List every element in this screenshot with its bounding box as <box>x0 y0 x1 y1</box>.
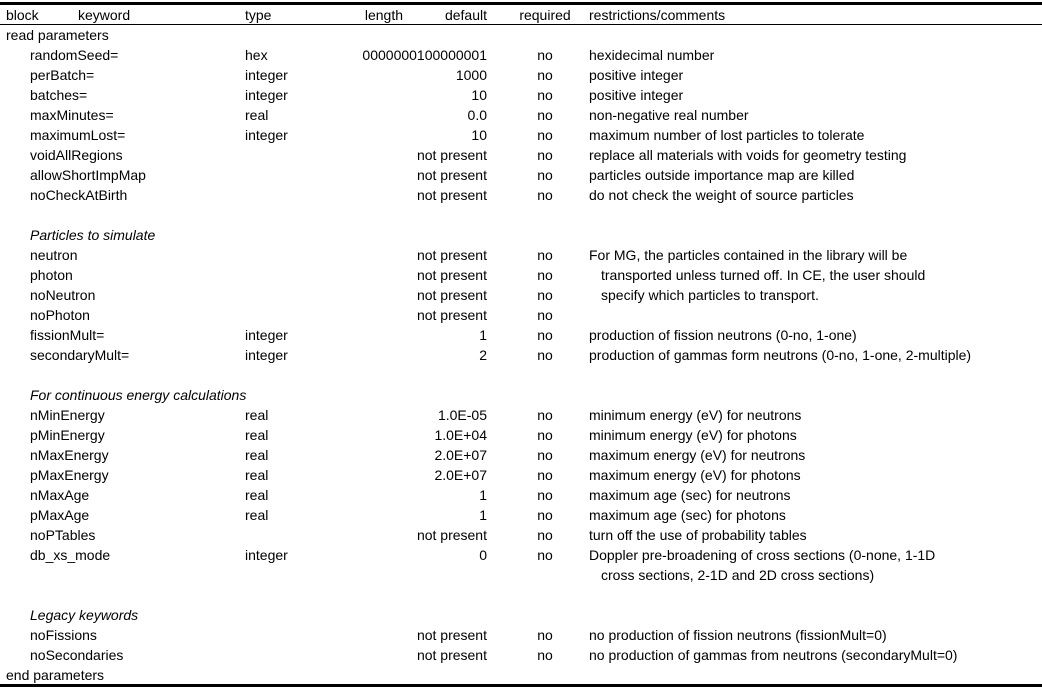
table-row <box>0 85 1042 105</box>
comment-cell: maximum energy (eV) for photons <box>589 467 801 483</box>
required-cell: no <box>537 267 553 283</box>
table-row <box>0 285 1042 305</box>
keyword-cell: noCheckAtBirth <box>30 187 128 203</box>
comment-cell: positive integer <box>589 87 684 103</box>
comment-continuation: cross sections, 2-1D and 2D cross sections) <box>601 567 875 583</box>
keyword-cell: noSecondaries <box>30 647 124 663</box>
keyword-cell: perBatch= <box>30 67 95 83</box>
keyword-cell: nMaxEnergy <box>30 447 109 463</box>
required-cell: no <box>537 147 553 163</box>
header-length: length <box>364 7 403 23</box>
table-row <box>0 445 1042 465</box>
comment-cell: production of fission neutrons (0-no, 1-one) <box>589 327 857 343</box>
comment-cell: no production of fission neutrons (fissionMult=0) <box>589 627 887 643</box>
comment-cell: For MG, the particles contained in the library will be <box>589 247 908 263</box>
default-cell: not present <box>416 187 487 203</box>
type-cell: real <box>245 507 269 523</box>
type-cell: integer <box>245 347 288 363</box>
type-cell: integer <box>245 327 288 343</box>
required-cell: no <box>537 87 553 103</box>
required-cell: no <box>537 527 553 543</box>
required-cell: no <box>537 167 553 183</box>
table-row <box>0 545 1042 565</box>
keyword-cell: pMinEnergy <box>30 427 105 443</box>
default-cell: 0000000100000001 <box>362 47 487 63</box>
table-row <box>0 405 1042 425</box>
required-cell: no <box>537 67 553 83</box>
comment-cell: transported unless turned off. In CE, the user should <box>601 267 926 283</box>
required-cell: no <box>537 547 553 563</box>
default-cell: 10 <box>471 87 487 103</box>
keyword-cell: pMaxAge <box>30 507 90 523</box>
comment-cell: Doppler pre-broadening of cross sections (0-none, 1-1D <box>589 547 936 563</box>
table-row <box>0 245 1042 265</box>
comment-cell: do not check the weight of source particles <box>589 187 854 203</box>
required-cell: no <box>537 127 553 143</box>
table-row <box>0 305 1042 325</box>
type-cell: real <box>245 407 269 423</box>
table-row <box>0 625 1042 645</box>
comment-cell: maximum age (sec) for neutrons <box>589 487 791 503</box>
keyword-cell: neutron <box>30 247 78 263</box>
comment-cell: particles outside importance map are killed <box>589 167 855 183</box>
default-cell: 0 <box>479 547 487 563</box>
default-cell: not present <box>416 307 487 323</box>
required-cell: no <box>537 427 553 443</box>
keyword-cell: noFissions <box>30 627 97 643</box>
section-legacy-title <box>0 605 1042 625</box>
comment-cell: hexidecimal number <box>589 47 715 63</box>
block-end-label: end parameters <box>6 667 105 683</box>
default-cell: not present <box>416 287 487 303</box>
comment-continuation-row <box>0 565 1042 585</box>
header-block: block <box>6 7 39 23</box>
type-cell: real <box>245 447 269 463</box>
default-cell: 0.0 <box>467 107 487 123</box>
default-cell: not present <box>416 647 487 663</box>
default-cell: 1 <box>479 327 487 343</box>
comment-cell: replace all materials with voids for geometry testing <box>589 147 907 163</box>
type-cell: integer <box>245 547 288 563</box>
default-cell: not present <box>416 147 487 163</box>
required-cell: no <box>537 307 553 323</box>
required-cell: no <box>537 647 553 663</box>
default-cell: not present <box>416 527 487 543</box>
block-end-row <box>0 665 1042 685</box>
keyword-cell: maxMinutes= <box>30 107 114 123</box>
required-cell: no <box>537 247 553 263</box>
table-row <box>0 65 1042 85</box>
table-row <box>0 425 1042 445</box>
comment-cell: minimum energy (eV) for neutrons <box>589 407 802 423</box>
default-cell: 1.0E-05 <box>437 407 487 423</box>
type-cell: real <box>245 467 269 483</box>
default-cell: 1 <box>479 487 487 503</box>
section-continuous-title <box>0 385 1042 405</box>
default-cell: not present <box>416 247 487 263</box>
table-row <box>0 465 1042 485</box>
required-cell: no <box>537 487 553 503</box>
required-cell: no <box>537 627 553 643</box>
header-keyword: keyword <box>78 7 131 23</box>
comment-cell: maximum number of lost particles to tolerate <box>589 127 865 143</box>
table-row <box>0 185 1042 205</box>
comment-cell: specify which particles to transport. <box>601 287 819 303</box>
keyword-cell: allowShortImpMap <box>30 167 146 183</box>
type-cell: integer <box>245 87 288 103</box>
default-cell: not present <box>416 267 487 283</box>
keyword-cell: secondaryMult= <box>30 347 130 363</box>
type-cell: real <box>245 427 269 443</box>
table-row <box>0 105 1042 125</box>
comment-cell: no production of gammas from neutrons (secondaryMult=0) <box>589 647 958 663</box>
header-required: required <box>519 7 571 23</box>
header-type: type <box>245 7 272 23</box>
table-row <box>0 345 1042 365</box>
table-row <box>0 125 1042 145</box>
required-cell: no <box>537 447 553 463</box>
keyword-cell: noPhoton <box>30 307 90 323</box>
comment-cell: production of gammas form neutrons (0-no, 1-one, 2-multiple) <box>589 347 972 363</box>
section-title: For continuous energy calculations <box>30 387 247 403</box>
required-cell: no <box>537 187 553 203</box>
section-title: Particles to simulate <box>30 227 156 243</box>
comment-cell: minimum energy (eV) for photons <box>589 427 797 443</box>
table-row <box>0 265 1042 285</box>
comment-cell: maximum energy (eV) for neutrons <box>589 447 806 463</box>
required-cell: no <box>537 287 553 303</box>
type-cell: integer <box>245 67 288 83</box>
keyword-cell: maximumLost= <box>30 127 126 143</box>
table-row <box>0 145 1042 165</box>
default-cell: 10 <box>471 127 487 143</box>
section-particles-title <box>0 225 1042 245</box>
header-default: default <box>444 7 487 23</box>
header-row <box>0 5 1042 25</box>
required-cell: no <box>537 327 553 343</box>
keyword-cell: nMaxAge <box>30 487 90 503</box>
keyword-cell: voidAllRegions <box>30 147 123 163</box>
keyword-cell: db_xs_mode <box>30 547 111 563</box>
type-cell: real <box>245 487 269 503</box>
default-cell: 1.0E+04 <box>434 427 487 443</box>
table-row <box>0 505 1042 525</box>
keyword-cell: batches= <box>30 87 88 103</box>
section-title: Legacy keywords <box>30 607 139 623</box>
required-cell: no <box>537 107 553 123</box>
comment-cell: maximum age (sec) for photons <box>589 507 786 523</box>
default-cell: not present <box>416 167 487 183</box>
type-cell: real <box>245 107 269 123</box>
required-cell: no <box>537 407 553 423</box>
required-cell: no <box>537 347 553 363</box>
default-cell: 1000 <box>455 67 487 83</box>
block-start-row <box>0 25 1042 45</box>
type-cell: integer <box>245 127 288 143</box>
default-cell: 2.0E+07 <box>434 447 487 463</box>
default-cell: not present <box>416 627 487 643</box>
required-cell: no <box>537 467 553 483</box>
keyword-cell: noNeutron <box>30 287 96 303</box>
comment-cell: non-negative real number <box>589 107 749 123</box>
comment-cell: turn off the use of probability tables <box>589 527 807 543</box>
table-row <box>0 45 1042 65</box>
bottom-rule <box>0 684 1042 687</box>
keyword-cell: nMinEnergy <box>30 407 105 423</box>
table-row <box>0 485 1042 505</box>
keyword-cell: noPTables <box>30 527 96 543</box>
table-row <box>0 165 1042 185</box>
required-cell: no <box>537 47 553 63</box>
table-row <box>0 525 1042 545</box>
keyword-cell: photon <box>30 267 73 283</box>
table-row <box>0 645 1042 665</box>
required-cell: no <box>537 507 553 523</box>
table-row <box>0 325 1042 345</box>
header-comments: restrictions/comments <box>589 7 726 23</box>
default-cell: 2 <box>479 347 487 363</box>
default-cell: 1 <box>479 507 487 523</box>
keyword-cell: fissionMult= <box>30 327 105 343</box>
type-cell: hex <box>245 47 268 63</box>
block-start-label: read parameters <box>6 27 109 43</box>
keyword-cell: pMaxEnergy <box>30 467 109 483</box>
comment-cell: positive integer <box>589 67 684 83</box>
keyword-cell: randomSeed= <box>30 47 119 63</box>
default-cell: 2.0E+07 <box>434 467 487 483</box>
